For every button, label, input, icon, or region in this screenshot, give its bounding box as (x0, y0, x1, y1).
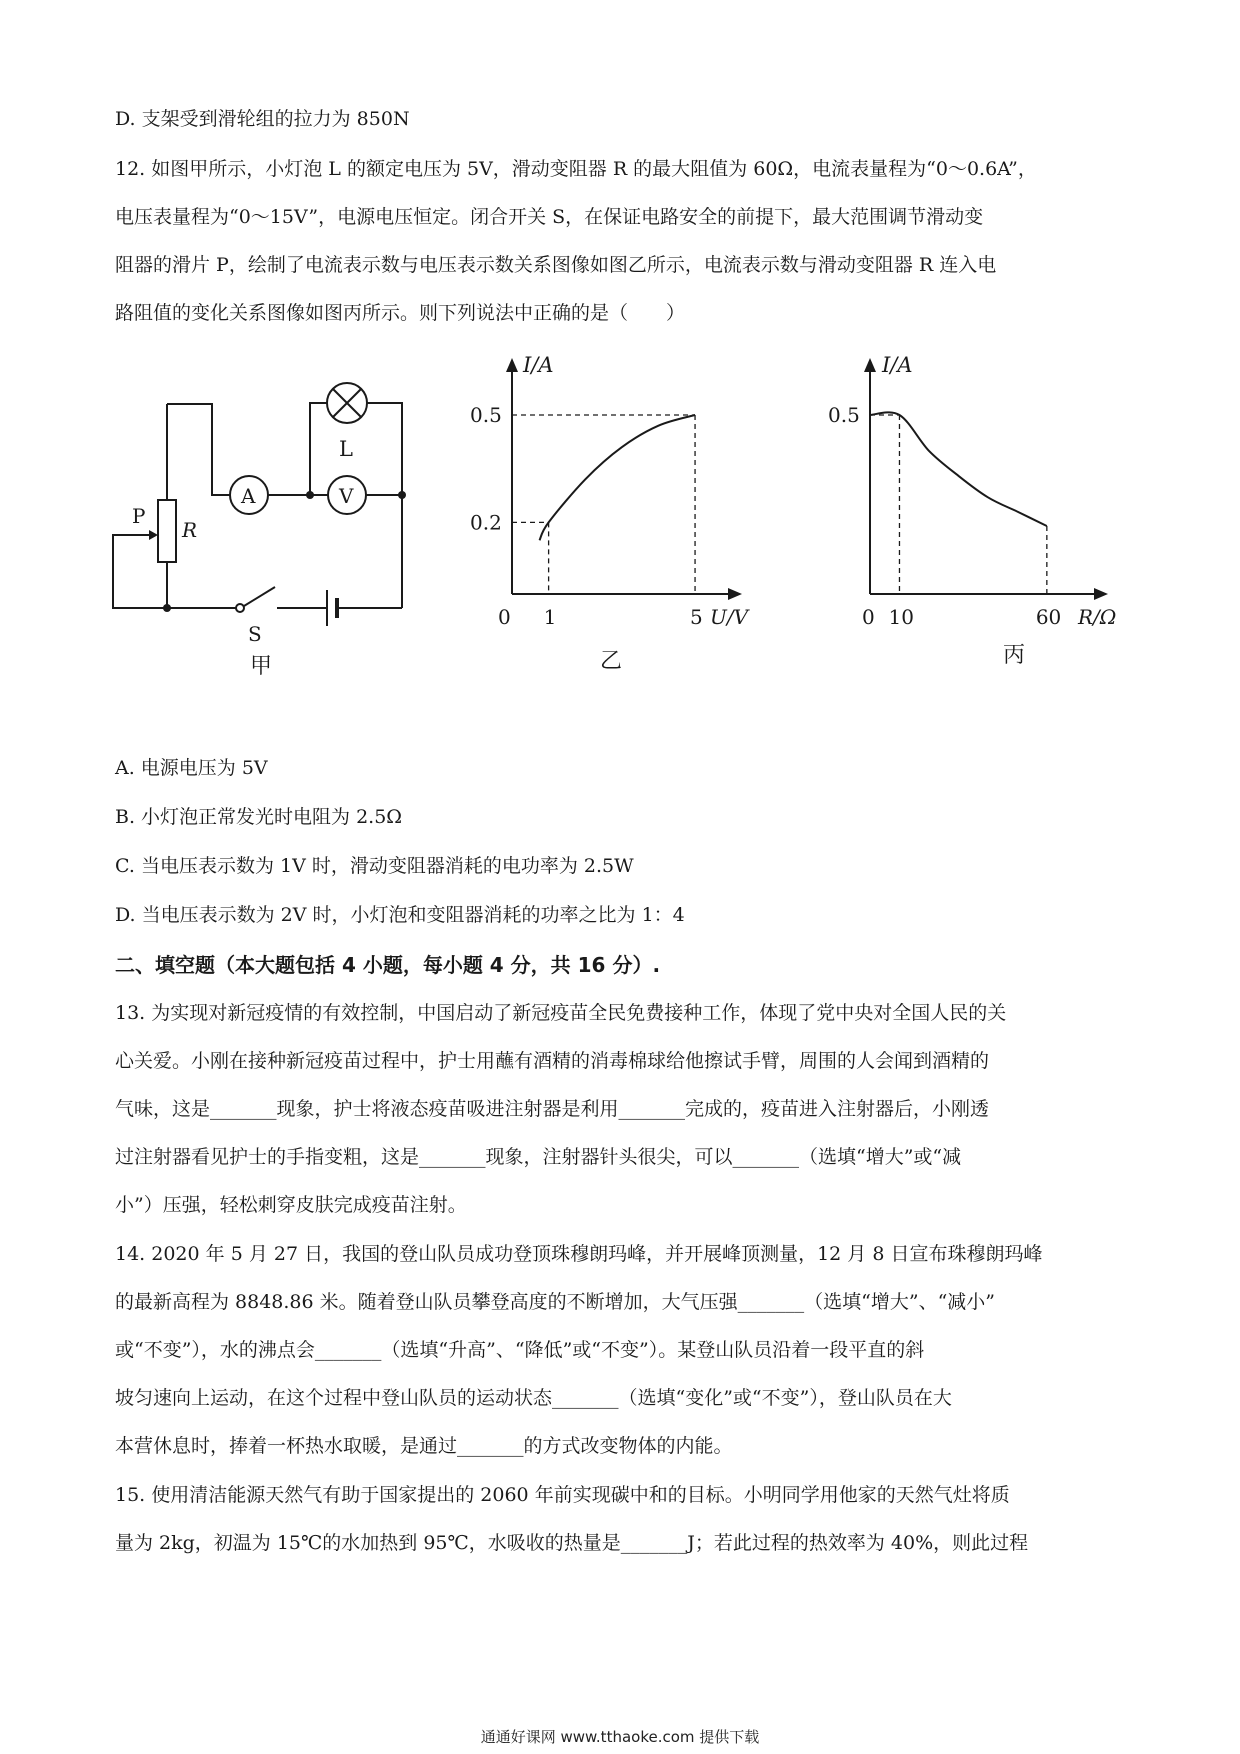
question-12-stem-line-2: 电压表量程为“0～15V”，电源电压恒定。闭合开关 S，在保证电路安全的前提下，最大范围调节滑动变 (115, 206, 984, 228)
question-14-line-1: 14. 2020 年 5 月 27 日，我国的登山队员成功登顶珠穆朗玛峰，并开展峰顶测量，12 月 8 日宣布珠穆朗玛峰 (115, 1243, 1043, 1265)
chart-bing (828, 353, 1116, 668)
option-a: A. 电源电压为 5V (115, 757, 268, 779)
switch-label: S (248, 622, 262, 646)
rheostat-symbol (158, 500, 176, 562)
caption: 丙 (1003, 643, 1026, 668)
question-12-stem-line-4: 路阻值的变化关系图像如图丙所示。则下列说法中正确的是（ ） (115, 302, 686, 324)
junction-dot (306, 491, 314, 499)
lamp-label: L (339, 437, 353, 461)
question-15-line-2: 量为 2kg，初温为 15℃的水加热到 95℃，水吸收的热量是_______J；若此过程的热效率为 40%，则此过程 (115, 1532, 1029, 1554)
question-13-line-2: 心关爱。小刚在接种新冠疫苗过程中，护士用蘸有酒精的消毒棉球给他擦试手臂，周围的人会闻到酒精的 (115, 1050, 990, 1072)
x-axis-label: R/Ω (1078, 605, 1117, 629)
question-14-line-3: 或“不变”），水的沸点会_______（选填“升高”、“降低”或“不变”）。某登山队员沿着一段平直的斜 (115, 1339, 925, 1361)
ammeter-label: A (241, 484, 256, 508)
option-b: B. 小灯泡正常发光时电阻为 2.5Ω (115, 806, 403, 828)
section-heading: 二、填空题（本大题包括 4 小题，每小题 4 分，共 16 分）. (115, 953, 661, 977)
tick-label: 1 (543, 605, 557, 629)
battery-symbol (327, 590, 337, 626)
question-14-line-2: 的最新高程为 8848.86 米。随着登山队员攀登高度的不断增加，大气压强_______（选填“增大”、“减小” (115, 1291, 996, 1313)
tick-label: 0.5 (828, 402, 860, 427)
y-axis-arrow-icon (864, 358, 876, 372)
switch-symbol (236, 587, 275, 612)
question-12-stem-line-3: 阻器的滑片 P，绘制了电流表示数与电压表示数关系图像如图乙所示，电流表示数与滑动变阻器 R 连入电 (115, 254, 997, 276)
tick-label: 0.2 (470, 510, 502, 535)
question-14-line-4: 坡匀速向上运动，在这个过程中登山队员的运动状态_______（选填“变化”或“不变”），登山队员在大 (115, 1387, 952, 1409)
footer-watermark: 通通好课网 www.tthaoke.com 提供下载 (480, 1728, 760, 1746)
data-curve (870, 412, 1047, 526)
tick-label: 10 (888, 605, 914, 629)
junction-dot (163, 604, 171, 612)
y-axis-label: I/A (523, 353, 554, 377)
lamp-symbol (327, 383, 367, 423)
voltmeter-label: V (339, 484, 354, 508)
chart-yi (470, 353, 751, 674)
x-axis-arrow-icon (728, 588, 742, 600)
tick-label: 0.5 (470, 402, 502, 427)
tick-label: 0 (498, 605, 511, 629)
question-15-line-1: 15. 使用清洁能源天然气有助于国家提出的 2060 年前实现碳中和的目标。小明同学用他家的天然气灶将质 (115, 1484, 1010, 1506)
tick-label: 60 (1035, 605, 1062, 629)
tick-label: 5 (690, 605, 703, 629)
y-axis-label: I/A (882, 353, 913, 377)
question-12-stem-line-1: 12. 如图甲所示，小灯泡 L 的额定电压为 5V，滑动变阻器 R 的最大阻值为 60Ω，电流表量程为“0～0.6A”， (115, 158, 1037, 180)
figures (0, 340, 1240, 720)
option-d: D. 当电压表示数为 2V 时，小灯泡和变阻器消耗的功率之比为 1：4 (115, 904, 685, 926)
circuit-caption: 甲 (250, 654, 273, 679)
question-13-line-1: 13. 为实现对新冠疫情的有效控制，中国启动了新冠疫苗全民免费接种工作，体现了党中央对全国人民的关 (115, 1002, 1007, 1024)
caption: 乙 (600, 649, 623, 674)
option-d-q11: D. 支架受到滑轮组的拉力为 850N (115, 108, 410, 130)
rheostat-label: R (182, 518, 198, 542)
junction-dot (398, 491, 406, 499)
x-axis-label: U/V (710, 605, 749, 629)
x-axis-arrow-icon (1094, 588, 1108, 600)
question-13-line-4: 过注射器看见护士的手指变粗，这是_______现象，注射器针头很尖，可以_______（选填“增大”或“减 (115, 1146, 962, 1168)
option-c: C. 当电压表示数为 1V 时，滑动变阻器消耗的电功率为 2.5W (115, 855, 634, 877)
tick-label: 0 (862, 605, 875, 629)
slider-label: P (132, 504, 146, 528)
data-curve (540, 415, 696, 540)
question-13-line-5: 小”）压强，轻松刺穿皮肤完成疫苗注射。 (115, 1194, 467, 1216)
question-13-line-3: 气味，这是_______现象，护士将液态疫苗吸进注射器是利用_______完成的，疫苗进入注射器后，小刚透 (115, 1098, 990, 1120)
slider-arrow-icon (149, 530, 158, 540)
y-axis-arrow-icon (506, 358, 518, 372)
question-14-line-5: 本营休息时，捧着一杯热水取暖，是通过_______的方式改变物体的内能。 (115, 1435, 733, 1457)
